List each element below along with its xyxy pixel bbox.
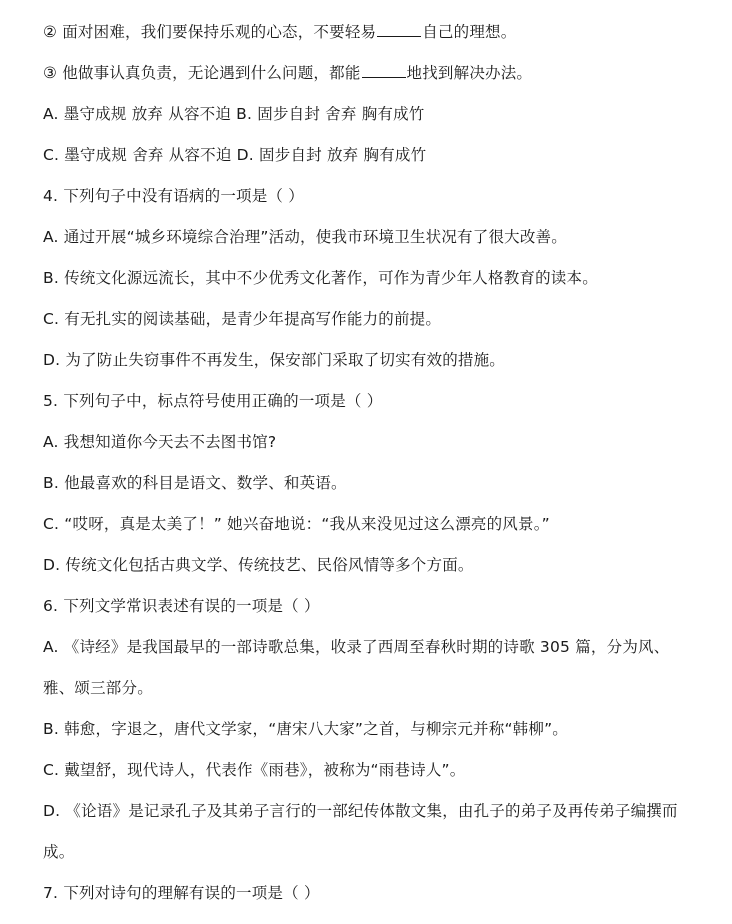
question-4-option-d: D. 为了防止失窃事件不再发生，保安部门采取了切实有效的措施。	[43, 351, 505, 369]
line-text-after-blank: 自己的理想。	[422, 23, 517, 41]
fill-in-blank	[362, 63, 406, 78]
option-line-ab: A. 墨守成规 放弃 从容不迫 B. 固步自封 舍弃 胸有成竹	[43, 105, 425, 123]
question-line-item-3	[43, 53, 703, 94]
question-6-option-a-continued: 雅、颂三部分。	[43, 679, 153, 697]
question-5-option-b: B. 他最喜欢的科目是语文、数学、和英语。	[43, 474, 347, 492]
question-line-item-2	[43, 12, 703, 53]
question-6-option-d: D. 《论语》是记录孔子及其弟子言行的一部纪传体散文集，由孔子的弟子及再传弟子编撰而	[43, 802, 678, 820]
question-4-stem: 4. 下列句子中没有语病的一项是（ ）	[43, 187, 304, 205]
line-text-after-blank: 地找到解决办法。	[406, 64, 533, 82]
question-5-stem: 5. 下列句子中，标点符号使用正确的一项是（ ）	[43, 392, 383, 410]
question-5-option-c: C. “哎呀，真是太美了！” 她兴奋地说：“我从来没见过这么漂亮的风景。”	[43, 515, 550, 533]
question-4-option-a: A. 通过开展“城乡环境综合治理”活动，使我市环境卫生状况有了很大改善。	[43, 228, 567, 246]
question-7-stem: 7. 下列对诗句的理解有误的一项是（ ）	[43, 884, 320, 902]
question-4-option-c: C. 有无扎实的阅读基础，是青少年提高写作能力的前提。	[43, 310, 442, 328]
option-line-cd: C. 墨守成规 舍弃 从容不迫 D. 固步自封 放弃 胸有成竹	[43, 146, 427, 164]
question-6-option-c: C. 戴望舒，现代诗人，代表作《雨巷》，被称为“雨巷诗人”。	[43, 761, 466, 779]
fill-in-blank	[377, 22, 421, 37]
question-6-option-b: B. 韩愈，字退之，唐代文学家，“唐宋八大家”之首，与柳宗元并称“韩柳”。	[43, 720, 569, 738]
document-page	[43, 12, 703, 914]
question-6-option-d-continued: 成。	[43, 843, 75, 861]
question-5-option-a: A. 我想知道你今天去不去图书馆?	[43, 433, 277, 451]
question-4-option-b: B. 传统文化源远流长，其中不少优秀文化著作，可作为青少年人格教育的读本。	[43, 269, 598, 287]
question-6-option-a: A. 《诗经》是我国最早的一部诗歌总集，收录了西周至春秋时期的诗歌 305 篇，分为风、	[43, 638, 670, 656]
line-text-before-blank: ③ 他做事认真负责，无论遇到什么问题，都能	[43, 64, 361, 82]
line-text-before-blank: ② 面对困难，我们要保持乐观的心态，不要轻易	[43, 23, 377, 41]
question-5-option-d: D. 传统文化包括古典文学、传统技艺、民俗风情等多个方面。	[43, 556, 474, 574]
question-6-stem: 6. 下列文学常识表述有误的一项是（ ）	[43, 597, 320, 615]
